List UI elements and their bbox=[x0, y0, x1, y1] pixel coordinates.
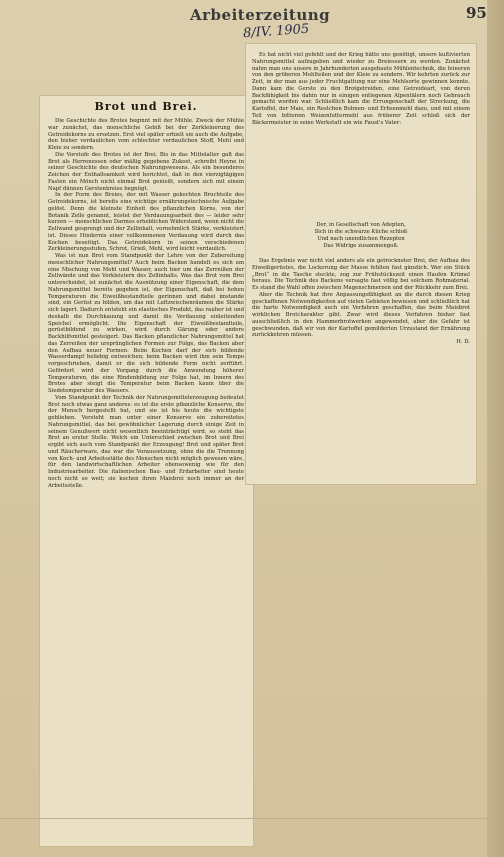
paragraph: In der Form des Breies, der mit Wasser gekochten Bruchteile des Getreidekorns, ist bereits eine wichtige ernährungstechnische Aufgabe gelöst. Denn die kleinste Einheit des pflanzlichen Korns, von der Botanik Zelle genannt, leistet der Verdauungsarbeit des — leider sehr kurzen — menschlichen Darmes erheblichen Widerstand, wenn nicht die Zellwand gesprengt und der Zellinhalt, vornehmlich Stärke, verkleistert ist. Dieses Hindernis einer vollkommenen Verdauung wird durch das Kochen beseitigt. Das Getreidekorn in seinen verschiedenen Zerkleinerungsstufen, Schrot, Grieß, Mehl, wird leicht verdaulich. bbox=[48, 192, 244, 253]
paragraph: Was ist nun Brot vom Standpunkt der Lehre von der Zubereitung menschlicher Nahrungsmittel? Auch beim Backen handelt es sich um eine Mischung von Mehl und Wasser, auch hier um das Zerreißen der Zellwände und das Verkleistern des Zellinhalts. Was das Brot vom Brei unterscheidet, ist zunächst die Ausnützung einer Eigenschaft, die dem Nahrungsmittel bereits gegeben ist, der Eigenschaft, daß bei hohen Temperaturen die Eiweißbestandteile gerinnen und dabei imstande sind, ein Gerüst zu bilden, um das mit Luftzwischenräumen die Stärke sich lagert. Dadurch entsteht ein elastisches Produkt, das rauher ist und deshalb die Durchkauung und damit die Verdauung einleitenden Speichel ermöglicht. Die Eigenschaft der Eiweißbestandteile, gerüstbildend zu wirken, wird durch Gärung oder andere Backhilfsmittel gesteigert. Das Backen pflanzlicher Nahrungsmittel hat das Zerreißen der ursprünglichen Formen zur Folge, das Backen aber den Aufbau neuer Formen. Beim Kochen darf der sich bildende Wasserdampf beliebig entweichen; beim Backen wird ihm sein Tempo vorgeschrieben, damit er die sich bildende Form nicht zerführt. Gefördert wird der Vorgang durch die Anwendung höherer Temperaturen, die eine Rindenbildung zur Folge hat, im Innern des Brotes aber steigt die Temperatur beim Backen kaum über die Siedetemperatur des Wassers. bbox=[48, 253, 244, 394]
paragraph: Vom Standpunkt der Technik der Nahrungsmittelerzeugung bedeutet Brot noch etwas ganz anderes: es ist die erste pflanzliche Konserve, die der Mensch hergestellt hat, und sie ist bis heute die wichtigste geblieben. Versteht man unter einer Konserve ein zubereitetes Nahrungsmittel, das bei gewöhnlicher Lagerung durch einige Zeit in seinem Genußwert nicht wesentlich beeinträchtigt wird, so steht das Brot an erster Stelle. Welch ein Unterschied zwischen Brot und Brei ergibt sich auch vom Standpunkt der Erzeugung! Brot und später Brot und Räucherware, das war die Voraussetzung, ohne die die Trennung von Koch- und Arbeitsstätte des Menschen nicht möglich gewesen wäre, für den landwirtschaftlichen Arbeiter ebensowenig wie für den Industriearbeiter. Die italienischen Bau- und Erdarbeiter sind heute noch nicht so weit; sie kochen ihren Maisbrei noch immer an der Arbeitsstelle. bbox=[48, 394, 244, 489]
paragraph: Das Ergebnis war nicht viel anders als ein getrockneter Brei, der Aufbau des Eiweißgerüstes, die Lockerung der Masse fehlten fast gänzlich. Wer ein Stück „Brot“ in die Tasche steckte, zog zur Frühstückszeit einen Haufen Krümel heraus. Die Technik des Backens versagte fast völlig bei solchem Rohmaterial. Es stand die Wahl offen zwischen Magenschmerzen und der Rückkehr zum Brei. bbox=[252, 258, 470, 291]
paragraph: Es hat nicht viel gefehlt und der Krieg hätte uns genötigt, unsere kultivierten Nahrungsmittel aufzugeben und wieder zu Breiessern zu werden. Zunächst nahm man uns unsere in Jahrhunderten ausgebaute Mühlentechnik, die feineren von den gröberen Mehlteilen und der Kleie zu sondern. Wir kehrten zurück zur Zeit, in der man aus jeder Fruchtgattung nur eine Mehlsorte gewinnen konnte. Dann kam die Gerste zu den Brotgetreiden, eine Getreideart, von deren Backfähigkeit bis dahin nur in einigen entlegenen Alpentälern noch Gebrauch gemacht worden war. Schließlich kam die Errungenschaft der Streckung, die Kartoffel, der Mais, ein Restchen Bohnen- und Erbsenmehl dazu, und mit einem Teil von bitterem Weizenfuttermehl aus früherer Zeit schloß sich der Bäckermeister in seine Werkstatt ein wie Faust's Vater: bbox=[252, 52, 470, 126]
poem-line: Der, in Gesellschaft von Adepten, bbox=[316, 222, 406, 228]
paragraph: Die Geschichte des Brotes beginnt mit der Mühle. Zweck der Mühle war zunächst, das menschliche Gebiß bei der Zerkleinerung des Getreidekorns zu ersetzen. Erst viel später erhielt sie auch die Aufgabe, den bisher verdaulichen vom schlechter verdaulichen Stoff, Mehl und Kleie zu sondern. bbox=[48, 118, 244, 151]
handwritten-date: 8/IV. 1905 bbox=[242, 21, 310, 42]
poem-quote bbox=[252, 222, 470, 250]
article-title: Brot und Brei. bbox=[94, 100, 198, 113]
poem-line: Das Widrige zusammengoß. bbox=[323, 243, 399, 249]
right-column-bottom bbox=[252, 258, 470, 346]
paragraph: Die Vorstufe des Brotes ist der Brei. Bis in das Mittelalter galt das Brot als Herrenessen oder mäßig gegebene Zukost, schreibt Heyne in seiner Geschichte des deutschen Nahrungswesens. Als ein besonderes Zeichen der Enthaltsamkeit wird berichtet, daß in den vierzigtägigen Fasten ein Mönch nicht einmal Brot genießt, sondern sich mit einem Napf dünnen Gerstenbreies begnügt. bbox=[48, 151, 244, 192]
newspaper-title: Arbeiterzeitung bbox=[190, 6, 331, 24]
poem-line: Und nach unendlichen Rezepten bbox=[317, 236, 405, 242]
page-edge-stripe bbox=[487, 0, 504, 857]
page-fold-line bbox=[0, 818, 487, 819]
poem-line: Sich in die schwarze Küche schloß bbox=[314, 229, 408, 235]
page-number: 95 bbox=[466, 4, 487, 22]
right-column-top bbox=[252, 52, 470, 126]
signature: H. D. bbox=[456, 339, 470, 345]
paragraph: Aber die Technik hat ihre Anpassungsfähigkeit an die durch diesen Krieg geschaffenen Notwendigkeiten auf vielen Gebieten bewiesen und schließlich hat die harte Notwendigkeit auch ein Verfahren geschaffen, das beim Maisbrot wirklichen Brotcharakter gibt. Zwar wird dieses Verfahren bisher fast ausschließlich in den Hammerbrotwerken angewendet, aber die Gefahr ist geschwunden, daß wir von der Kartoffel gemilderten Urzustand der Ernährung zurückkehren müssen. bbox=[252, 291, 470, 339]
left-column bbox=[48, 118, 244, 838]
